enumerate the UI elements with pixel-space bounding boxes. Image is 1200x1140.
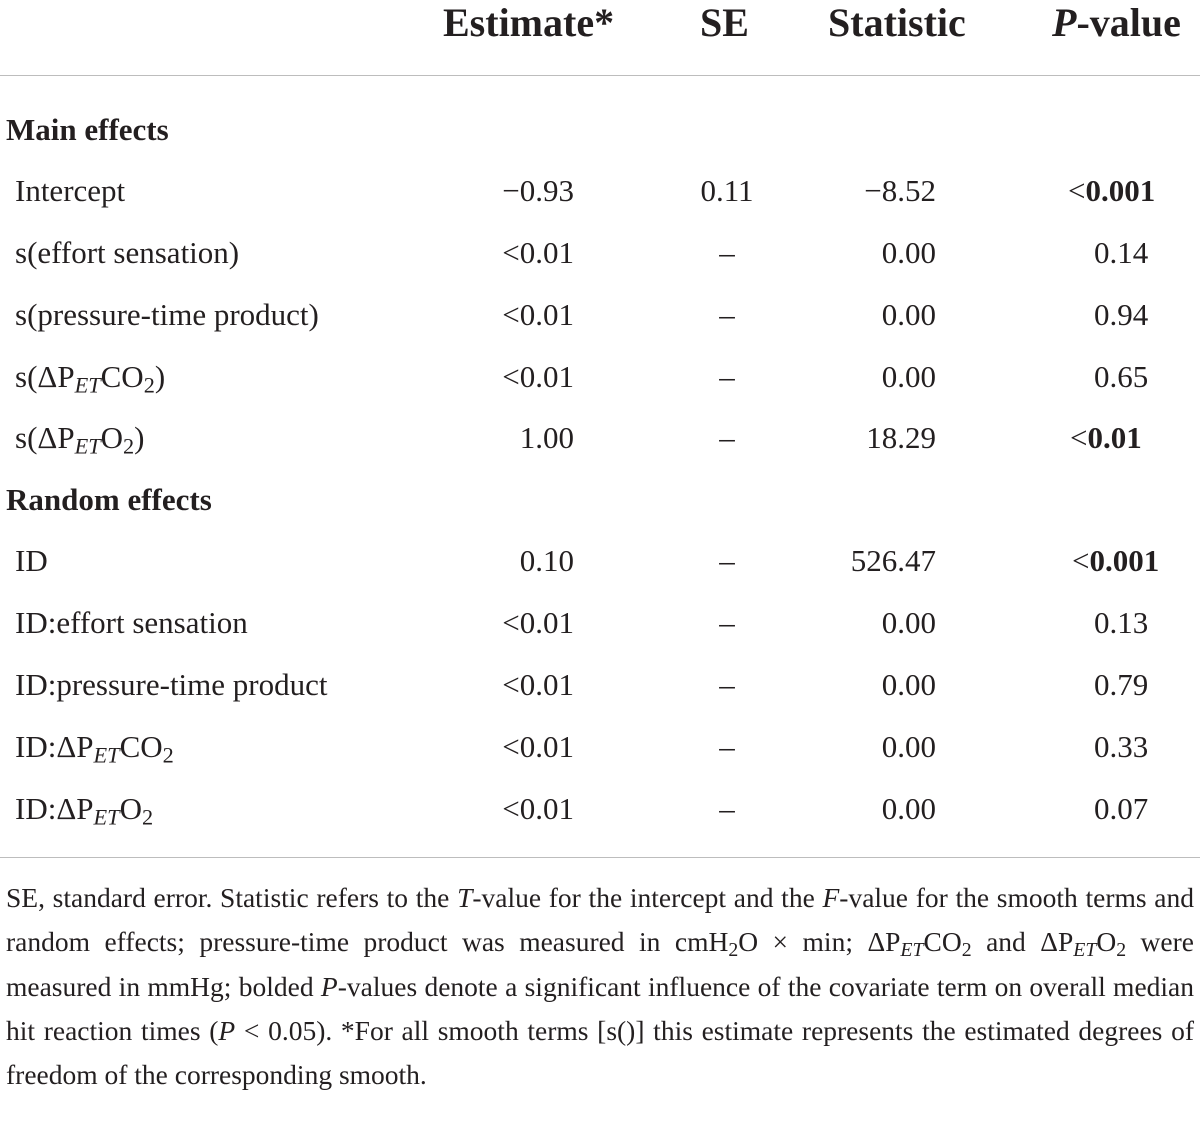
header-se: SE <box>700 0 749 45</box>
term-id-pressure-time-product: ID:pressure-time product <box>15 667 328 702</box>
header-rule <box>0 75 1200 76</box>
cell-estimate: <0.01 <box>502 297 574 332</box>
cell-se: – <box>719 297 735 332</box>
cell-se: – <box>719 729 735 764</box>
header-estimate: Estimate* <box>443 0 615 45</box>
cell-pvalue: <0.01 <box>1070 420 1142 455</box>
cell-statistic: 0.00 <box>881 791 936 826</box>
term-id-dpetco2: $ID:\Delta P_{ET}CO_2$ <box>15 729 174 768</box>
cell-estimate: <0.01 <box>502 235 574 270</box>
cell-estimate: <0.01 <box>502 791 574 826</box>
table-bottom-rule <box>0 857 1200 858</box>
cell-statistic: −8.52 <box>864 173 936 208</box>
cell-estimate: <0.01 <box>502 605 574 640</box>
term-s-effort-sensation: s(effort sensation) <box>15 235 240 270</box>
cell-pvalue: 0.13 <box>1094 605 1149 640</box>
section-title-main-effects: Main effects <box>6 112 169 147</box>
cell-statistic: 0.00 <box>881 359 936 394</box>
cell-se: – <box>719 543 735 578</box>
cell-pvalue: 0.94 <box>1094 297 1149 332</box>
cell-pvalue: 0.33 <box>1094 729 1149 764</box>
cell-se: – <box>719 667 735 702</box>
cell-estimate: −0.93 <box>502 173 574 208</box>
cell-statistic: 18.29 <box>866 420 936 455</box>
header-statistic: Statistic <box>828 0 966 45</box>
cell-pvalue: 0.65 <box>1094 359 1149 394</box>
cell-statistic: 0.00 <box>881 235 936 270</box>
cell-se: – <box>719 605 735 640</box>
cell-estimate: 0.10 <box>519 543 574 578</box>
cell-se: – <box>719 791 735 826</box>
cell-se: – <box>719 359 735 394</box>
cell-se: – <box>719 235 735 270</box>
term-id: ID <box>15 543 48 578</box>
header-pvalue-rest: -value <box>1076 0 1181 45</box>
cell-pvalue: <0.001 <box>1068 173 1156 208</box>
cell-pvalue: 0.79 <box>1094 667 1149 702</box>
term-id-effort-sensation: ID:effort sensation <box>15 605 248 640</box>
section-title-random-effects: Random effects <box>6 482 212 517</box>
cell-estimate: <0.01 <box>502 667 574 702</box>
header-pvalue <box>1052 0 1181 46</box>
cell-estimate: <0.01 <box>502 729 574 764</box>
cell-pvalue: 0.07 <box>1094 791 1149 826</box>
cell-statistic: 0.00 <box>881 605 936 640</box>
term-s-pressure-time-product: s(pressure-time product) <box>15 297 319 332</box>
term-s-dpeto2: $s(\Delta P_{ET}O_2)$ <box>15 420 145 459</box>
cell-estimate: 1.00 <box>519 420 574 455</box>
cell-statistic: 526.47 <box>850 543 936 578</box>
cell-pvalue: 0.14 <box>1094 235 1149 270</box>
term-s-dpetco2: $s(\Delta P_{ET}CO_2)$ <box>15 359 166 398</box>
cell-statistic: 0.00 <box>881 729 936 764</box>
header-pvalue-p: P <box>1052 0 1077 45</box>
cell-se: – <box>719 420 735 455</box>
cell-pvalue: <0.001 <box>1072 543 1160 578</box>
term-id-dpeto2: $ID:\Delta P_{ET}O_2$ <box>15 791 154 830</box>
cell-statistic: 0.00 <box>881 297 936 332</box>
table-footnote: SE, standard error. Statistic refers to the T-value for the intercept and the F-value for the smooth terms and random effects; pressure-time product was measured in cmH$_2$O × min; $\Delta P_{ET}CO_2$ and $\Delta P_{ET}O_2$ were measured in mmHg; bolded P-values denote a significant influence of the covariate term on overall median hit reaction times (P < 0.05). *For all smooth terms [s()] this estimate represents the estimated degrees of freedom of the corresponding smooth. <box>6 882 1195 1091</box>
cell-se: 0.11 <box>700 173 754 208</box>
term-intercept: Intercept <box>15 173 126 208</box>
cell-statistic: 0.00 <box>881 667 936 702</box>
cell-estimate: <0.01 <box>502 359 574 394</box>
